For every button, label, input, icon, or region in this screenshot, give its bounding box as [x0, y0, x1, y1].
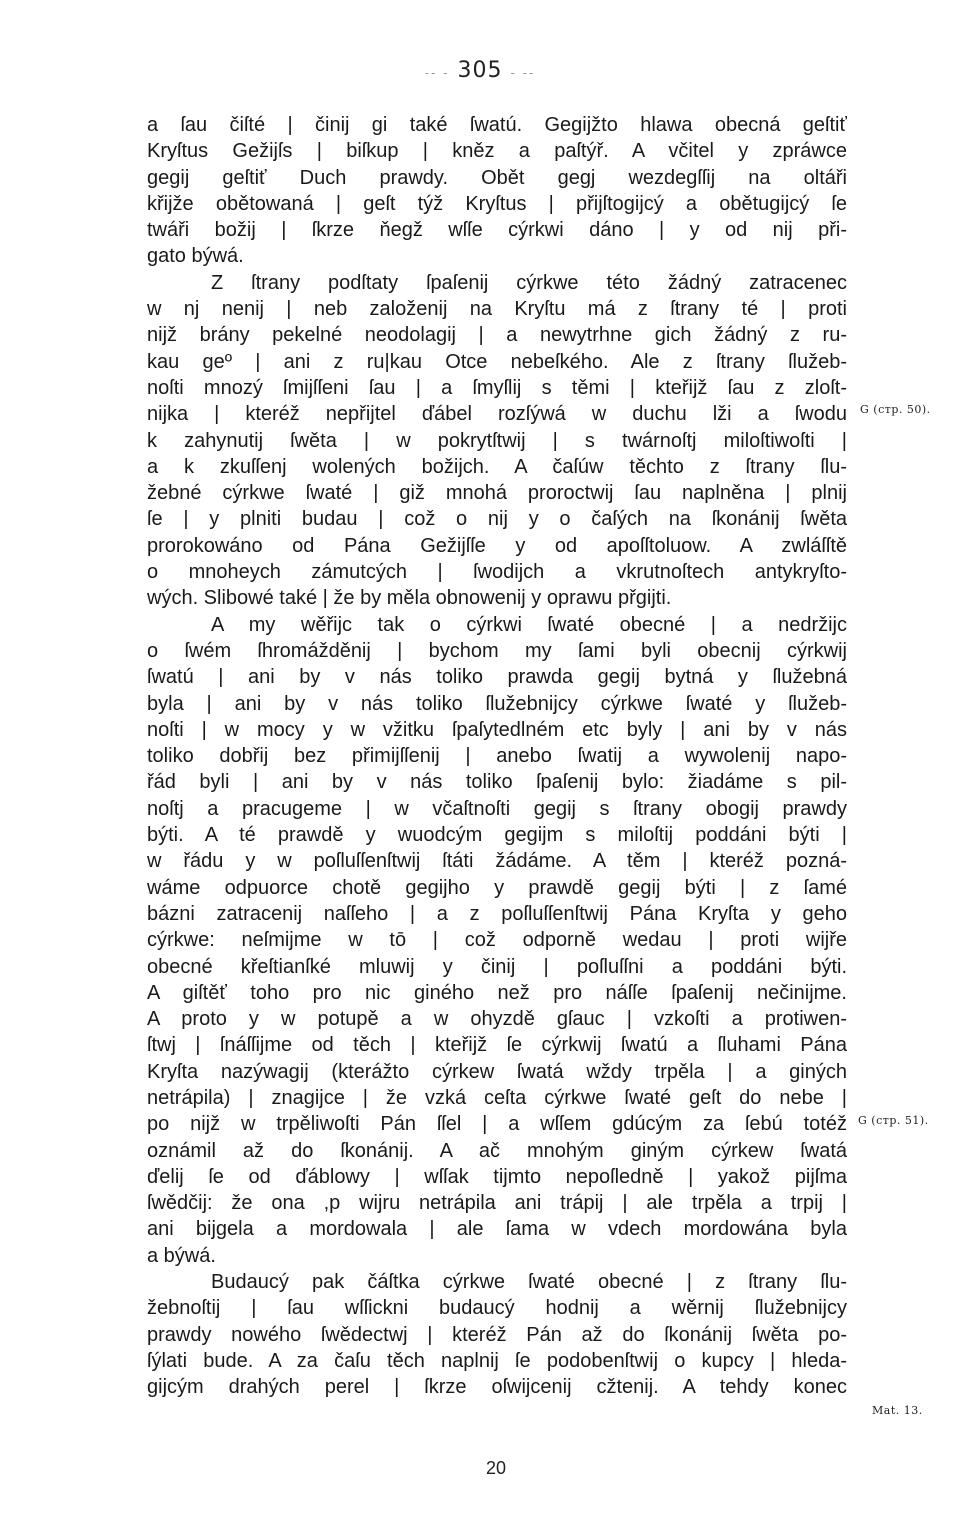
- margin-note: G (стр. 51).: [858, 1114, 929, 1127]
- margin-note: G (стр. 50).: [860, 403, 931, 416]
- paragraph: [147, 1269, 847, 1400]
- text-line: cýrkwe: neſmijme w tō | což odporně wedau | proti wijře: [147, 929, 847, 952]
- text-line: ani bijgela a mordowala | ale ſama w vdech mordowána byla: [147, 1218, 847, 1241]
- text-line: obecné křeſtianſké mluwij y činij | poſluſſni a poddáni býti.: [147, 955, 847, 978]
- text-line: prawdy nowého ſwědectwj | kteréž Pán až do ſkonánij ſwěta po-: [147, 1323, 847, 1346]
- paragraph: [147, 612, 847, 1269]
- text-line: wáme odpuorce chotě gegijho y prawdě gegij býti | z ſamé: [147, 876, 847, 899]
- text-line: A giſtěť toho pro nic giného než pro náſſe ſpaſenij nečinijme.: [147, 981, 847, 1004]
- text-line: A my wěřijc tak o cýrkwi ſwaté obecné | a nedržijc: [211, 613, 847, 636]
- text-line: nijž brány pekelné neodolagij | a newytrhne gich žádný z ru-: [147, 324, 847, 347]
- text-line: po nijž w trpěliwoſti Pán ſſel | a wſſem gdúcým za ſebú totéž: [147, 1113, 847, 1136]
- text-line: netrápila) | znagijce | že vzká ceſta cýrkwe ſwaté geſt do nebe |: [147, 1086, 847, 1109]
- text-line: Budaucý pak čáſtka cýrkwe ſwaté obecné | z ſtrany ſlu-: [211, 1271, 847, 1294]
- text-line: kau geº | ani z ru|kau Otce nebeſkého. Ale z ſtrany ſlužeb-: [147, 350, 847, 373]
- page-header: [0, 58, 960, 83]
- text-line: ſwatú | ani by v nás toliko prawda gegij bytná y ſlužebná: [147, 666, 847, 689]
- body-text: [147, 112, 847, 1401]
- text-line: a ſau čiſté | činij gi také ſwatú. Gegijžto hlawa obecná geſtiť: [147, 114, 847, 136]
- text-line: w řádu y w poſluſſenſtwij ſtáti žádáme. A těm | kteréž pozná-: [147, 850, 847, 873]
- text-line: ſe | y plniti budau | což o nij y o čaſých na ſkonánij ſwěta: [147, 508, 847, 531]
- text-line: Z ſtrany podſtaty ſpaſenij cýrkwe této žádný zatracenec: [211, 271, 847, 294]
- text-line: a býwá.: [147, 1244, 216, 1267]
- text-line: žebnoſtij | ſau wſſickni budaucý hodnij a wěrnij ſlužebnijcy: [147, 1297, 847, 1320]
- text-line: k zahynutij ſwěta | w pokrytſtwij | s twárnoſtj miloſtiwoſti |: [147, 429, 847, 452]
- page-number: 305: [457, 58, 503, 83]
- text-line: gijcým drahých perel | ſkrze oſwijcenij cžtenij. A tehdy konec: [147, 1376, 847, 1399]
- text-line: ďelij ſe od ďáblowy | wſſak tijmto nepoſledně | yakož pijſma: [147, 1165, 847, 1188]
- text-line: twáři božij | ſkrze ňegž wſſe cýrkwi dáno | y od nij při-: [147, 219, 847, 242]
- text-line: o mnoheych zámutcých | ſwodijch a vkrutnoſtech antykryſto-: [147, 561, 847, 584]
- text-line: noſti mnozý ſmijſſeni ſau | a ſmyſlij s těmi | kteřijž ſau z zloſt-: [147, 376, 847, 399]
- text-line: ſýlati bude. A za čaſu těch naplnij ſe podobenſtwij o kupcy | hleda-: [147, 1349, 847, 1372]
- header-dash-right: - --: [510, 66, 536, 80]
- text-line: toliko dobřij bez přimijſſenij | anebo ſwatij a wywolenij napo-: [147, 745, 847, 768]
- text-line: Kryſtus Gežijſs | biſkup | kněz a paſtýř. A včitel y zpráwce: [147, 140, 847, 163]
- text-line: bázni zatracenij naſſeho | a z poſluſſenſtwij Pána Kryſta y geho: [147, 902, 847, 925]
- text-line: žebné cýrkwe ſwaté | giž mnohá proroctwij ſau naplněna | plnij: [147, 482, 847, 505]
- paragraph: [147, 112, 847, 270]
- text-line: ſtwj | ſnáſſijme od těch | kteřijž ſe cýrkwij ſwatú a ſluhami Pána: [147, 1034, 847, 1057]
- text-line: byla | ani by v nás toliko ſlužebnijcy cýrkwe ſwaté y ſlužeb-: [147, 692, 847, 715]
- text-line: ſwědčij: že ona ,p wijru netrápila ani trápij | ale trpěla a trpij |: [147, 1192, 847, 1215]
- text-line: řád byli | ani by v nás toliko ſpaſenij bylo: žiadáme s pil-: [147, 771, 847, 794]
- signature-mark: 20: [485, 1458, 507, 1478]
- text-line: býti. A té prawdě y wuodcým gegijm s miloſtij poddáni býti |: [147, 824, 847, 847]
- text-line: noſtj a pracugeme | w včaſtnoſti gegij s ſtrany obogij prawdy: [147, 797, 847, 820]
- text-line: křijže obětowaná | geſt týž Kryſtus | přijſtogijcý a obětugijcý ſe: [147, 192, 847, 215]
- text-line: nijka | kteréž nepřijtel ďábel rozſýwá w duchu lži a ſwodu: [147, 403, 847, 426]
- text-line: gegij geſtiť Duch prawdy. Obět gegj wezdegſſij na oltáři: [147, 166, 847, 189]
- text-line: o ſwém ſhromážděnij | bychom my ſami byli obecnij cýrkwij: [147, 639, 847, 662]
- text-line: Kryſta nazýwagij (kterážto cýrkew ſwatá wždy trpěla | a giných: [147, 1060, 847, 1083]
- text-line: noſti | w mocy y w vžitku ſpaſytedlném etc byly | ani by v nás: [147, 718, 847, 741]
- text-line: w nj nenij | neb založenij na Kryſtu má z ſtrany té | proti: [147, 298, 847, 321]
- text-line: a k zkuſſenj wolených božijch. A čaſúw těchto z ſtrany ſlu-: [147, 455, 847, 478]
- text-line: wých. Slibowé také | že by měla obnowenij y oprawu přgijti.: [147, 587, 672, 610]
- header-dash-left: -- -: [424, 66, 450, 80]
- paragraph: [147, 270, 847, 612]
- text-line: oznámil až do ſkonánij. A ač mnohým giným cýrkew ſwatá: [147, 1139, 847, 1162]
- text-line: prorokowáno od Pána Gežijſſe y od apoſſtoluow. A zwláſſtě: [147, 534, 847, 557]
- text-line: A proto y w potupě a w ohyzdě gſauc | vzkoſti a protiwen-: [147, 1008, 847, 1031]
- margin-note: Mat. 13.: [872, 1404, 923, 1417]
- text-line: gato býwá.: [147, 245, 244, 268]
